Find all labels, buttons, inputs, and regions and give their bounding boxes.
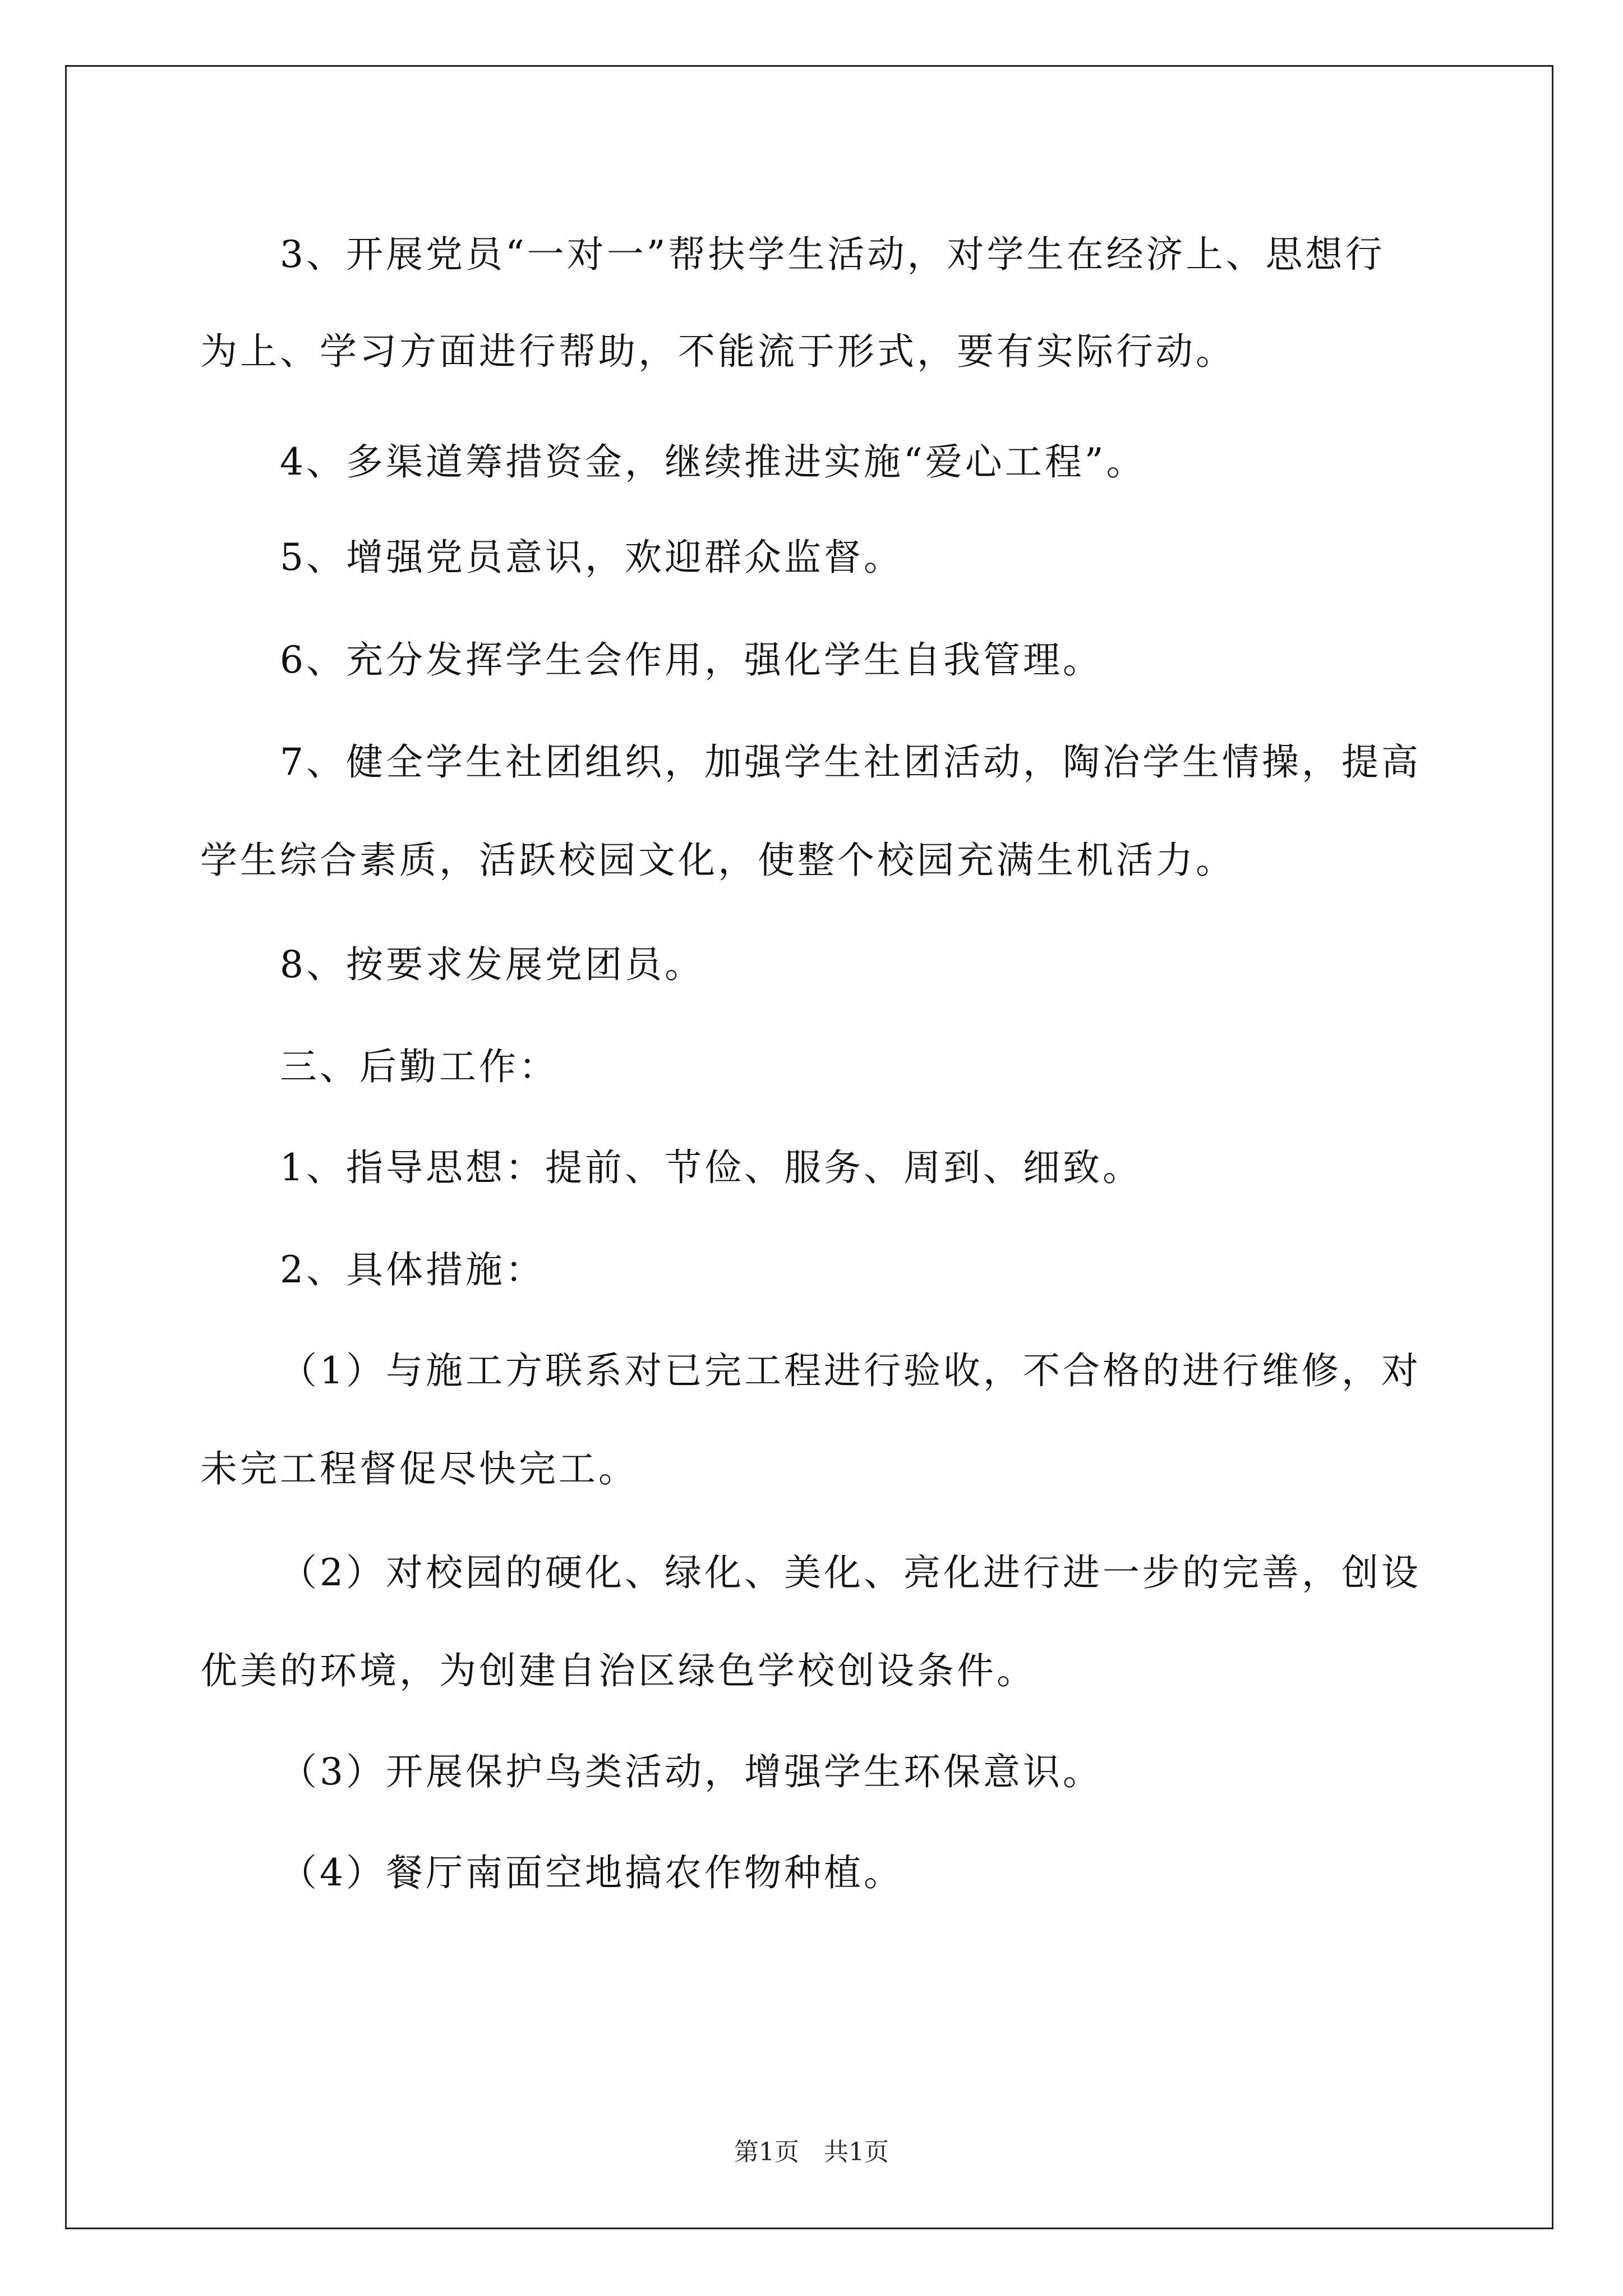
text-line: （3）开展保护鸟类活动，增强学生环保意识。 (280, 1750, 1103, 1793)
text-line: 8、按要求发展党团员。 (280, 943, 704, 986)
text-line: （2）对校园的硬化、绿化、美化、亮化进行进一步的完善，创设 (280, 1551, 1421, 1594)
text-line: 2、具体措施： (280, 1248, 545, 1291)
page-number: 第1页 共1页 (734, 2138, 889, 2166)
text-line: 3、开展党员“一对一”帮扶学生活动，对学生在经济上、思想行 (280, 233, 1385, 276)
text-line: 优美的环境，为创建自治区绿色学校创设条件。 (200, 1649, 1036, 1692)
text-line: 5、增强党员意识，欢迎群众监督。 (280, 536, 903, 579)
text-line: 未完工程督促尽快完工。 (200, 1447, 638, 1490)
text-line: 学生综合素质，活跃校园文化，使整个校园充满生机活力。 (200, 839, 1235, 882)
text-line: 6、充分发挥学生会作用，强化学生自我管理。 (280, 638, 1103, 682)
text-line: 4、多渠道筹措资金，继续推进实施“爱心工程”。 (280, 440, 1146, 484)
text-line: （1）与施工方联系对已完工程进行验收，不合格的进行维修，对 (280, 1349, 1421, 1392)
text-line: 7、健全学生社团组织，加强学生社团活动，陶冶学生情操，提高 (280, 740, 1421, 784)
text-line: （4）餐厅南面空地搞农作物种植。 (280, 1851, 903, 1894)
text-line: 1、指导思想：提前、节俭、服务、周到、细致。 (280, 1146, 1142, 1189)
section-heading: 三、后勤工作： (280, 1045, 559, 1088)
text-line: 为上、学习方面进行帮助，不能流于形式，要有实际行动。 (200, 330, 1235, 373)
